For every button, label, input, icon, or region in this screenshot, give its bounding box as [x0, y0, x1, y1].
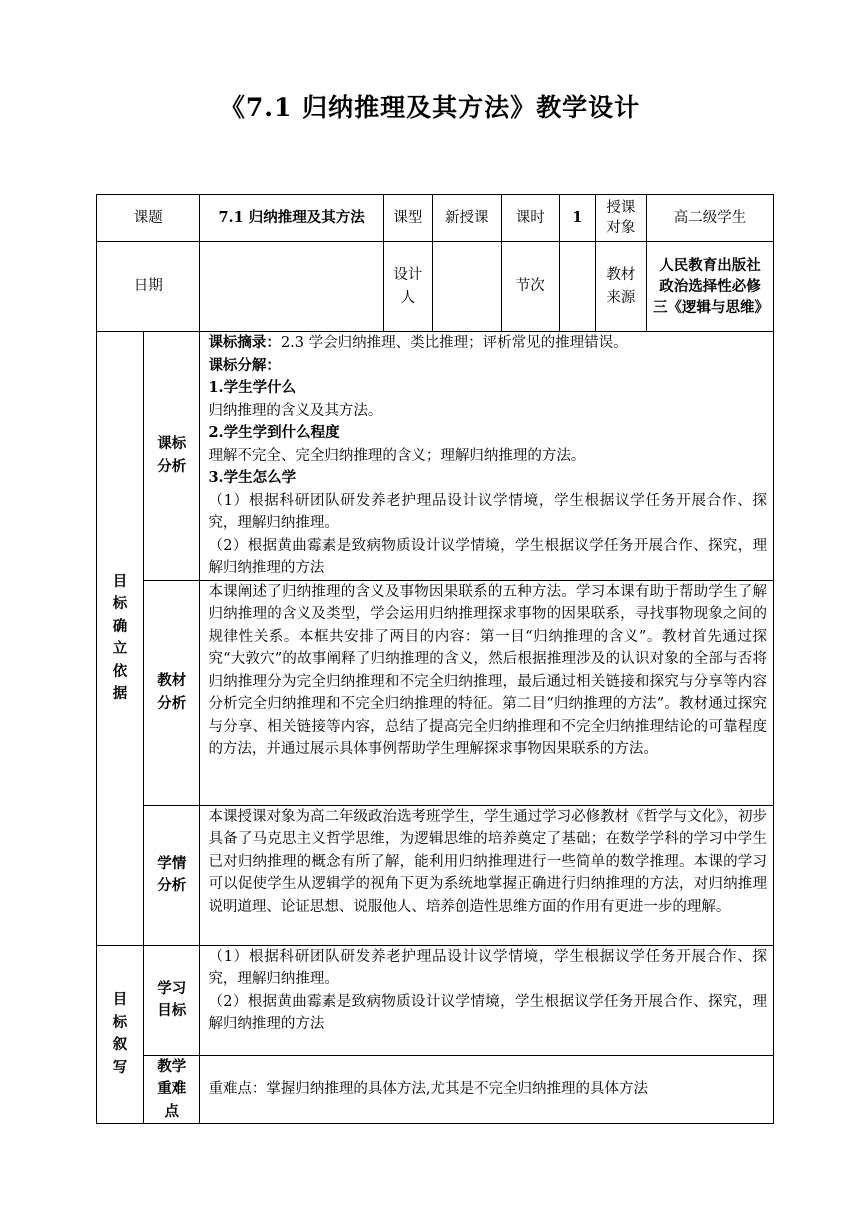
header-row-2 — [97, 242, 774, 332]
curriculum-content — [200, 332, 774, 581]
learner-label: 学情分析 — [144, 805, 200, 945]
textbook-label: 教材分析 — [144, 580, 200, 805]
goals-content — [200, 945, 774, 1055]
audience-label: 授课对象 — [595, 195, 646, 242]
document-title: 《7.1 归纳推理及其方法》教学设计 — [219, 93, 641, 122]
curriculum-row — [97, 332, 774, 581]
section-value — [559, 242, 595, 332]
question-1: 1.学生学什么 — [208, 379, 297, 396]
keypoints-row — [97, 1055, 774, 1124]
learner-row — [97, 805, 774, 945]
answer-3-item-1: （1）根据科研团队研发养老护理品设计议学情境，学生根据议学任务开展合作、探究，理解归纳推理。 — [208, 492, 767, 531]
period-value: 1 — [559, 195, 595, 242]
header-row-1 — [97, 195, 774, 242]
goal-item-1: （1）根据科研团队研发养老护理品设计议学情境，学生根据议学任务开展合作、探究，理解归纳推理。 — [208, 948, 767, 987]
basis-group-label: 目标确立依据 — [97, 332, 144, 946]
excerpt-text: 2.3 学会归纳推理、类比推理；评析常见的推理错误。 — [280, 335, 628, 351]
question-2: 2.学生学到什么程度 — [208, 424, 340, 441]
date-value — [200, 242, 383, 332]
topic-value: 7.1 归纳推理及其方法 — [200, 195, 383, 242]
question-3: 3.学生怎么学 — [208, 469, 297, 486]
section-label: 节次 — [501, 242, 559, 332]
type-value: 新授课 — [432, 195, 501, 242]
topic-label: 课题 — [97, 195, 200, 242]
date-label: 日期 — [97, 242, 200, 332]
goal-item-2: （2）根据黄曲霉素是致病物质设计议学情境，学生根据议学任务开展合作、探究，理解归纳推理的方法 — [208, 993, 767, 1032]
designer-value — [432, 242, 501, 332]
breakdown-label: 课标分解： — [208, 356, 281, 374]
excerpt-label: 课标摘录： — [208, 334, 281, 351]
curriculum-label: 课标分析 — [144, 332, 200, 581]
learner-content: 本课授课对象为高二年级政治选考班学生，学生通过学习必修教材《哲学与文化》，初步具备了马克思主义哲学思维，为逻辑思维的培养奠定了基础；在数学学科的学习中学生已对归纳推理的概念有所了解，能利用归纳推理进行一些简单的数学推理。本课的学习可以促使学生从逻辑学的视角下更为系统地掌握正确进行归纳推理的方法，对归纳推理说明道理、论证思想、说服他人、培养创造性思维方面的作用有更进一步的理解。 — [200, 805, 774, 945]
objectives-group-label: 目标叙写 — [97, 945, 144, 1124]
goals-row — [97, 945, 774, 1055]
textbook-row — [97, 580, 774, 805]
source-value: 人民教育出版社政治选择性必修三《逻辑与思维》 — [646, 242, 773, 332]
audience-value: 高二级学生 — [646, 195, 773, 242]
answer-2: 理解不完全、完全归纳推理的含义；理解归纳推理的方法。 — [208, 447, 586, 464]
period-label: 课时 — [501, 195, 559, 242]
goals-label: 学习目标 — [144, 945, 200, 1055]
curriculum-excerpt — [208, 332, 767, 355]
type-label: 课型 — [383, 195, 432, 242]
keypoints-label: 教学重难点 — [144, 1055, 200, 1124]
answer-3-item-2: （2）根据黄曲霉素是致病物质设计议学情境，学生根据议学任务开展合作、探究，理解归纳推理的方法 — [208, 537, 767, 576]
source-label: 教材来源 — [595, 242, 646, 332]
textbook-content: 本课阐述了归纳推理的含义及事物因果联系的五种方法。学习本课有助于帮助学生了解归纳推理的含义及类型，学会运用归纳推理探求事物的因果联系，寻找事物现象之间的规律性关系。本框共安排了两目的内容：第一目“归纳推理的含义”。教材首先通过探究“大敦穴”的故事阐释了归纳推理的含义，然后根据推理涉及的认识对象的全部与否将归纳推理分为完全归纳推理和不完全归纳推理，最后通过相关链接和探究与分享等内容分析完全归纳推理和不完全归纳推理的特征。第二目“归纳推理的方法”。教材通过探究与分享、相关链接等内容，总结了提高完全归纳推理和不完全归纳推理结论的可靠程度的方法，并通过展示具体事例帮助学生理解探求事物因果联系的方法。 — [200, 580, 774, 805]
designer-label: 设计人 — [383, 242, 432, 332]
lesson-plan-table — [96, 194, 774, 1124]
keypoints-content: 重难点：掌握归纳推理的具体方法,尤其是不完全归纳推理的具体方法 — [200, 1055, 774, 1124]
answer-1: 归纳推理的含义及其方法。 — [208, 402, 383, 419]
